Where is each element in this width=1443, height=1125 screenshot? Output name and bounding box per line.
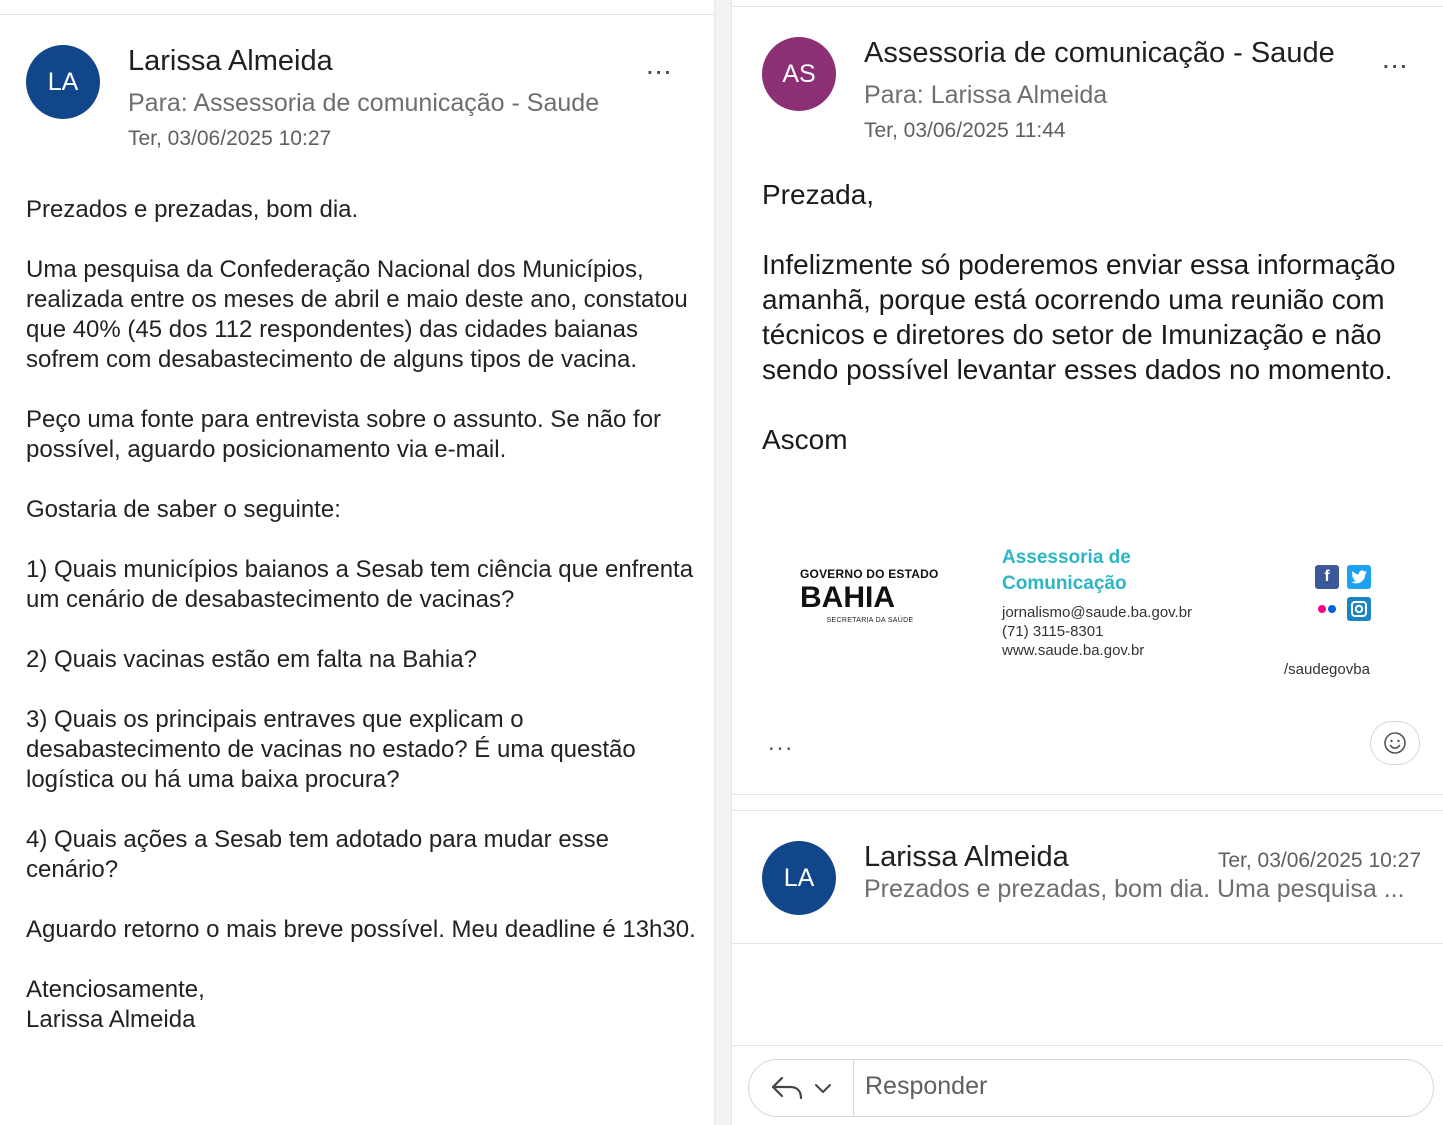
social-handle: /saudegovba xyxy=(1284,661,1370,678)
more-options-icon[interactable]: ... xyxy=(1382,43,1409,74)
facebook-icon: f xyxy=(1315,565,1339,589)
gov-top-text: GOVERNO DO ESTADO xyxy=(800,567,939,581)
flickr-icon xyxy=(1315,597,1339,621)
body-paragraph: Larissa Almeida xyxy=(26,1006,196,1033)
reply-bar[interactable] xyxy=(748,1059,1434,1117)
body-paragraph: Atenciosamente, xyxy=(26,976,205,1003)
body-paragraph: Uma pesquisa da Confederação Nacional dos Municípios, realizada entre os meses de abril e maio deste ano, constatou que 40% (45 dos 112 respondentes) das cidades baianas sofrem com desabastecimento de alguns tipos de vacina. xyxy=(26,256,688,373)
sender-name: Larissa Almeida xyxy=(864,841,1069,873)
ascom-phone: (71) 3115-8301 xyxy=(1002,623,1104,640)
email-signature xyxy=(800,537,1400,678)
sender-name[interactable]: Larissa Almeida xyxy=(128,45,333,77)
body-paragraph: 3) Quais os principais entraves que explicam o desabastecimento de vacinas no estado? É uma questão logística ou há uma baixa procura? xyxy=(26,706,636,793)
ascom-title-line1: Assessoria de xyxy=(1002,547,1131,568)
reply-options-button[interactable] xyxy=(749,1060,854,1116)
body-paragraph: Peço uma fonte para entrevista sobre o assunto. Se não for possível, aguardo posicionamento via e-mail. xyxy=(26,406,662,463)
email-body xyxy=(762,177,1422,492)
bahia-text: BAHIA xyxy=(800,581,896,614)
body-paragraph: 4) Quais ações a Sesab tem adotado para mudar esse cenário? xyxy=(26,826,610,883)
email-date: Ter, 03/06/2025 11:44 xyxy=(864,119,1066,142)
email-body xyxy=(26,195,696,1035)
ascom-title xyxy=(1002,545,1262,597)
body-paragraph: Prezada, xyxy=(762,179,875,210)
body-paragraph: Ascom xyxy=(762,424,848,455)
body-paragraph: Infelizmente só poderemos enviar essa informação amanhã, porque está ocorrendo uma reunião com técnicos e diretores do setor de Imunização e não sendo possível levantar esses dados no momento. xyxy=(762,249,1396,385)
message-snippet: Prezados e prezadas, bom dia. Uma pesquisa ... xyxy=(864,875,1405,903)
sender-avatar[interactable]: LA xyxy=(762,841,836,915)
separator xyxy=(732,943,1443,944)
separator xyxy=(732,1045,1443,1046)
reply-icon xyxy=(770,1075,804,1101)
body-paragraph: 2) Quais vacinas estão em falta na Bahia? xyxy=(26,646,477,673)
message-date: Ter, 03/06/2025 10:27 xyxy=(1217,849,1421,872)
recipient-line: Para: Larissa Almeida xyxy=(864,81,1108,109)
show-trimmed-content-button[interactable]: ... xyxy=(768,729,795,756)
ascom-contact xyxy=(1002,545,1262,660)
body-paragraph: Gostaria de saber o seguinte: xyxy=(26,496,341,523)
smiley-icon xyxy=(1383,731,1407,755)
left-email-pane xyxy=(0,14,714,1125)
instagram-icon xyxy=(1347,597,1371,621)
body-paragraph: Prezados e prezadas, bom dia. xyxy=(26,196,359,223)
more-options-icon[interactable]: ... xyxy=(646,49,673,80)
separator xyxy=(732,810,1443,811)
recipient-line: Para: Assessoria de comunicação - Saude xyxy=(128,89,600,117)
bahia-wordmark xyxy=(800,583,940,613)
right-email-pane xyxy=(732,6,1443,1125)
reply-input[interactable]: Responder xyxy=(865,1072,988,1100)
twitter-icon xyxy=(1347,565,1371,589)
chevron-down-icon xyxy=(814,1082,832,1094)
ascom-email: jornalismo@saude.ba.gov.br xyxy=(1002,604,1193,621)
emoji-reaction-button[interactable] xyxy=(1370,721,1420,765)
email-date: Ter, 03/06/2025 10:27 xyxy=(128,127,332,150)
ascom-site: www.saude.ba.gov.br xyxy=(1002,642,1145,659)
gov-sub-text: SECRETARIA DA SAÚDE xyxy=(826,617,914,624)
body-paragraph: Aguardo retorno o mais breve possível. Meu deadline é 13h30. xyxy=(26,916,696,943)
sender-name[interactable]: Assessoria de comunicação - Saude xyxy=(864,37,1335,69)
sender-avatar[interactable]: AS xyxy=(762,37,836,111)
pane-divider xyxy=(714,0,732,1125)
ascom-title-line2: Comunicação xyxy=(1002,573,1127,594)
body-paragraph: 1) Quais municípios baianos a Sesab tem ciência que enfrenta um cenário de desabastecimento de vacinas? xyxy=(26,556,694,613)
sender-avatar[interactable]: LA xyxy=(26,45,100,119)
bahia-government-logo xyxy=(800,567,940,624)
separator xyxy=(732,794,1443,795)
